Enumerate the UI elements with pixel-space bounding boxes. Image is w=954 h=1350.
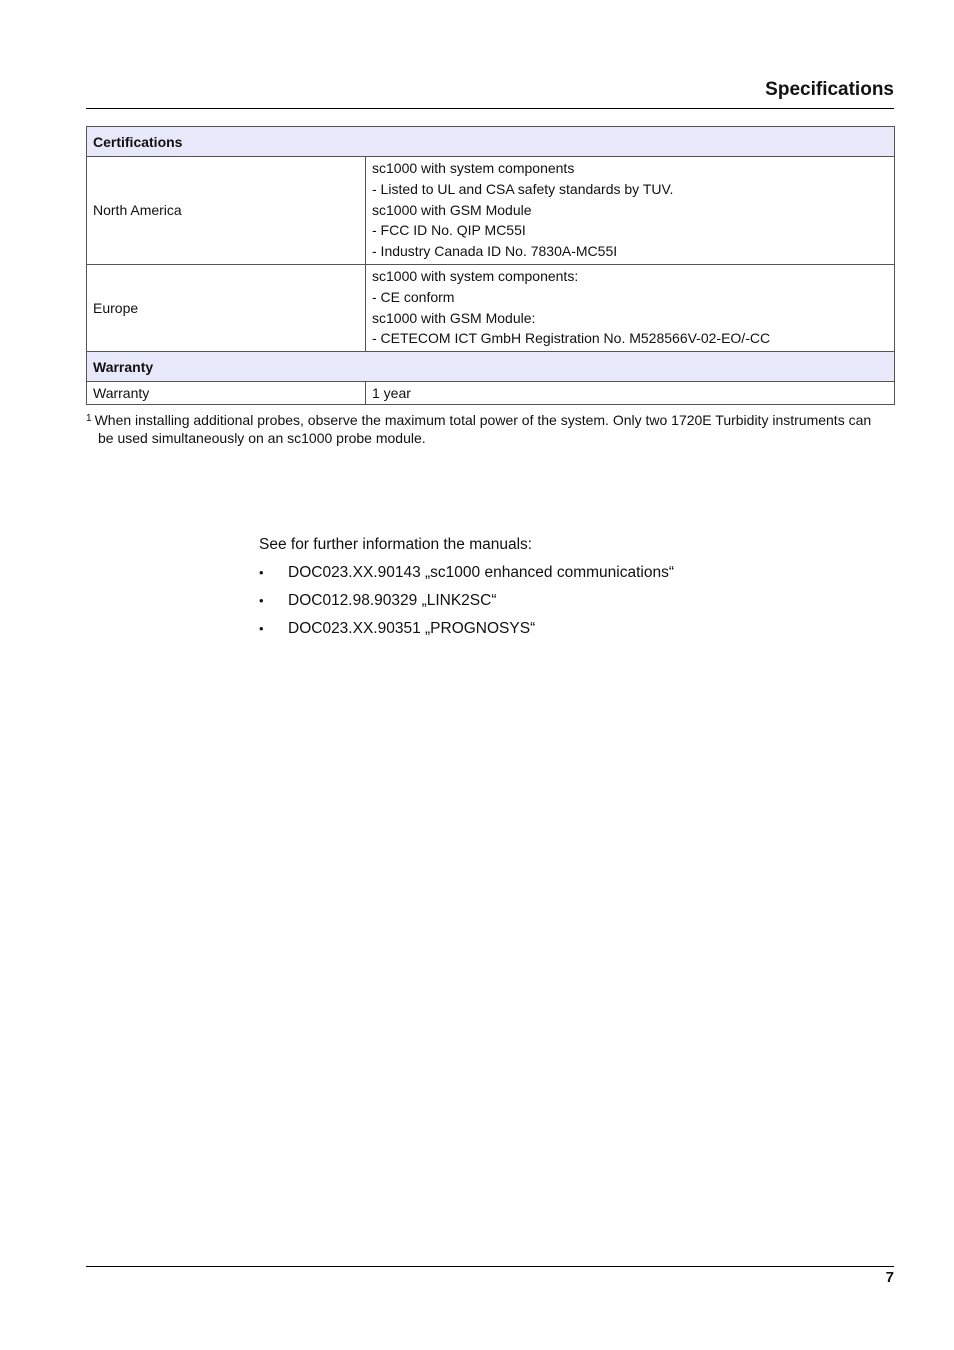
manual-reference: DOC023.XX.90143 „sc1000 enhanced communications“	[288, 564, 675, 581]
row-value	[366, 157, 895, 265]
value-line: - CETECOM ICT GmbH Registration No. M528566V-02-EO/-CC	[372, 330, 771, 347]
value-line: - FCC ID No. QIP MC55I	[372, 222, 526, 239]
bullet-icon: •	[259, 593, 264, 608]
list-item	[259, 618, 674, 640]
row-value	[366, 264, 895, 351]
manuals-intro: See for further information the manuals:	[259, 536, 533, 553]
list-item	[259, 590, 674, 612]
value-line: sc1000 with system components:	[372, 267, 579, 284]
bullet-icon: •	[259, 621, 264, 636]
page-title: Specifications	[765, 79, 894, 100]
manual-reference: DOC023.XX.90351 „PROGNOSYS“	[288, 620, 536, 637]
manual-reference: DOC012.98.90329 „LINK2SC“	[288, 592, 497, 609]
manuals-reference	[259, 534, 674, 646]
row-value: 1 year	[366, 382, 895, 405]
specifications-table	[86, 126, 895, 405]
list-item	[259, 562, 674, 584]
page-number: 7	[885, 1269, 894, 1286]
value-line: - Listed to UL and CSA safety standards by TUV.	[372, 180, 674, 197]
footnote-marker: 1	[86, 413, 92, 424]
row-label: North America	[87, 157, 366, 265]
page-footer	[86, 1266, 894, 1286]
section-heading: Certifications	[87, 127, 895, 157]
footnote	[86, 411, 898, 447]
bullet-icon: •	[259, 565, 264, 580]
value-line: sc1000 with system components	[372, 160, 575, 176]
page-header	[86, 78, 894, 109]
footnote-text: be used simultaneously on an sc1000 probe module.	[98, 430, 426, 446]
table-row	[87, 157, 895, 265]
footnote-text: When installing additional probes, observe the maximum total power of the system. Only two 1720E Turbidity instruments can	[94, 412, 872, 428]
value-line: - Industry Canada ID No. 7830A-MC55I	[372, 243, 618, 260]
table-row	[87, 264, 895, 351]
row-label: Europe	[87, 264, 366, 351]
section-heading: Warranty	[87, 352, 895, 382]
section-header-certifications	[87, 127, 895, 157]
section-header-warranty	[87, 352, 895, 382]
row-label: Warranty	[87, 382, 366, 405]
value-line: - CE conform	[372, 288, 455, 305]
value-line: sc1000 with GSM Module	[372, 201, 532, 218]
table-row	[87, 382, 895, 405]
value-line: sc1000 with GSM Module:	[372, 309, 536, 326]
manuals-list	[259, 562, 674, 640]
